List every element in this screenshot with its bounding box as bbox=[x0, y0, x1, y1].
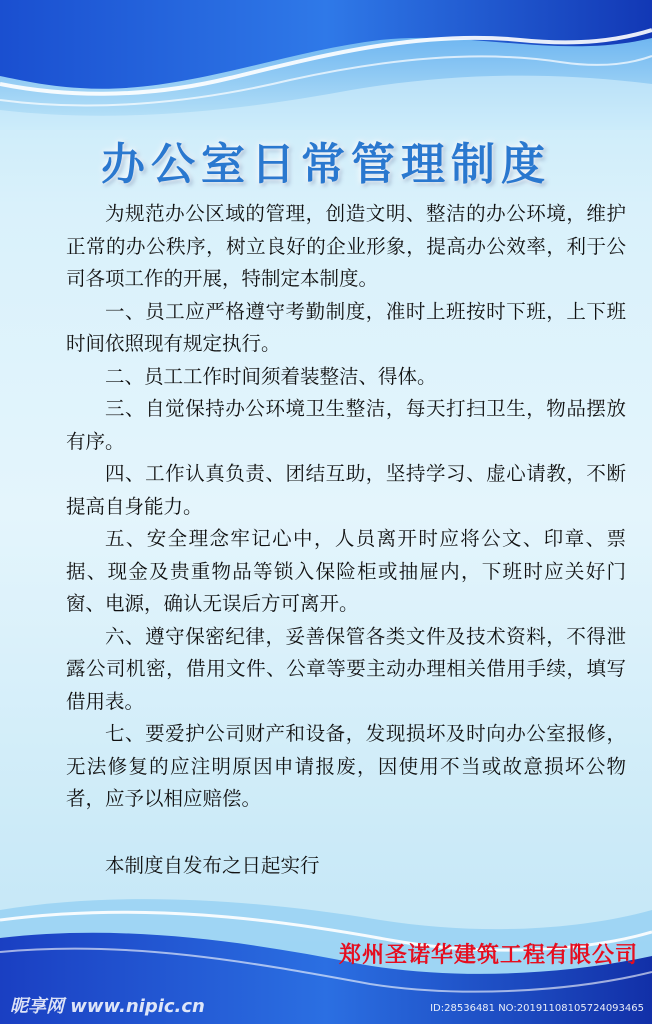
rule-7: 七、要爱护公司财产和设备，发现损坏及时向办公室报修，无法修复的应注明原因申请报废，因使用不当或故意损坏公物者，应予以相应赔偿。 bbox=[66, 722, 626, 810]
top-wave-decoration bbox=[0, 0, 652, 130]
rule-5: 五、安全理念牢记心中，人员离开时应将公文、印章、票据、现金及贵重物品等锁入保险柜或抽屉内，下班时应关好门窗、电源，确认无误后方可离开。 bbox=[66, 527, 626, 615]
regulation-body bbox=[66, 198, 626, 816]
rule-2: 二、员工工作时间须着装整洁、得体。 bbox=[105, 364, 437, 388]
watermark-id: ID:28536481 NO:20191108105724093465 bbox=[430, 1003, 644, 1014]
page-title: 办公室日常管理制度 bbox=[101, 139, 551, 190]
intro-paragraph: 为规范办公区域的管理，创造文明、整洁的办公环境，维护正常的办公秩序，树立良好的企业形象，提高办公效率，利于公司各项工作的开展，特制定本制度。 bbox=[66, 202, 626, 290]
watermark-site: 昵享网 www.nipic.cn bbox=[10, 996, 205, 1017]
rule-6: 六、遵守保密纪律，妥善保管各类文件及技术资料，不得泄露公司机密，借用文件、公章等要主动办理相关借用手续，填写借用表。 bbox=[66, 624, 626, 713]
company-name: 郑州圣诺华建筑工程有限公司 bbox=[338, 942, 638, 968]
rule-1: 一、员工应严格遵守考勤制度，准时上班按时下班，上下班时间依照现有规定执行。 bbox=[66, 299, 626, 355]
effective-statement: 本制度自发布之日起实行 bbox=[105, 854, 320, 877]
rule-4: 四、工作认真负责、团结互助，坚持学习、虚心请教，不断提高自身能力。 bbox=[66, 462, 626, 518]
rule-3: 三、自觉保持办公环境卫生整洁，每天打扫卫生，物品摆放有序。 bbox=[66, 397, 626, 453]
